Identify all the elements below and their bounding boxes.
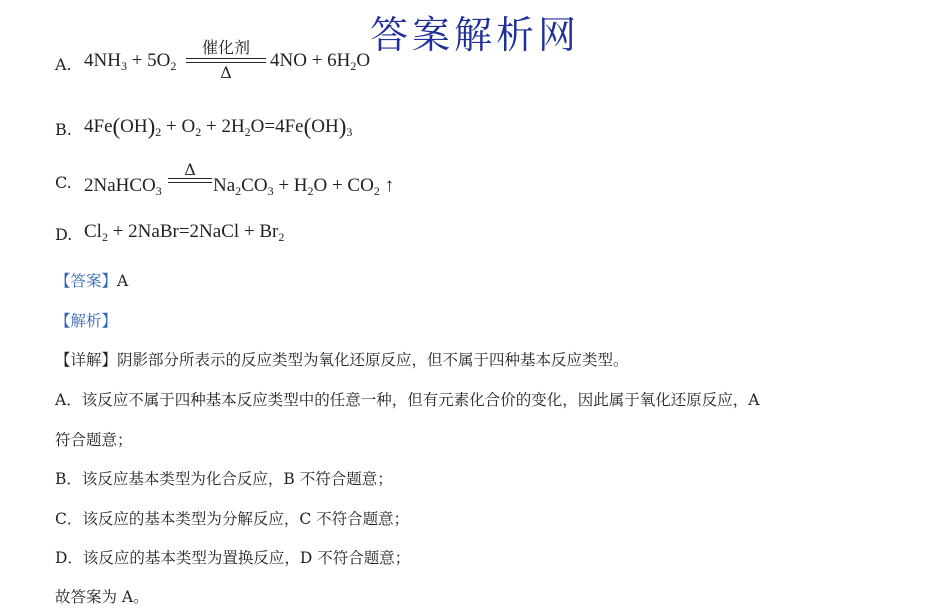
option-b-equation: $4Fe(OH)_2 + O_2 + 2H_2O=4Fe(OH)_3$: [84, 114, 353, 139]
explanation-line: B．该反应基本类型为化合反应，B 不符合题意；: [55, 470, 393, 488]
analysis-tag: 【解析】: [55, 312, 118, 330]
option-c-label: C.: [55, 173, 72, 192]
option-c-condition: [168, 162, 212, 183]
detail-text: 阴影部分所表示的反应类型为氧化还原反应，但不属于四种基本反应类型。: [117, 351, 629, 369]
explanation-line: C．该反应的基本类型为分解反应，C 不符合题意；: [55, 510, 410, 528]
explanation-line: D．该反应的基本类型为置换反应，D 不符合题意；: [55, 549, 411, 567]
explanation-line: A．该反应不属于四种基本反应类型中的任意一种，但有元素化合价的变化，因此属于氧化还原反应，A: [55, 391, 760, 409]
answer-tag: 【答案】: [55, 272, 118, 290]
answer-value: A: [117, 272, 129, 290]
conclusion-line: 故答案为 A。: [55, 588, 149, 606]
option-a-label: A.: [55, 55, 72, 74]
option-d-equation: $Cl_2$ + 2NaBr=2NaCl + $Br_2$: [84, 221, 285, 244]
catalyst-label: 催化剂: [201, 38, 250, 57]
option-c-equation-left: 2NaHCO$_3$: [84, 175, 162, 198]
option-a-equation-right: $4NO + 6H_2O$: [270, 50, 371, 73]
option-b-label: B.: [55, 120, 72, 139]
heat-symbol: Δ: [220, 63, 232, 82]
option-a-condition: [186, 35, 266, 82]
option-d-label: D.: [55, 225, 73, 244]
explanation-line: 符合题意；: [55, 431, 133, 449]
detail-tag: 【详解】: [55, 351, 118, 369]
gas-arrow: ↑: [379, 175, 395, 196]
detail-line: [55, 348, 629, 370]
site-watermark: 答案解析网: [370, 13, 581, 57]
answer-line: [55, 269, 128, 291]
heat-symbol: Δ: [184, 160, 196, 179]
option-c-equation-right: $Na_2CO_3 + H_2O + CO_2$ ↑: [213, 175, 395, 198]
option-a-equation-left: $4NH_3 + 5O_2$: [84, 50, 177, 73]
